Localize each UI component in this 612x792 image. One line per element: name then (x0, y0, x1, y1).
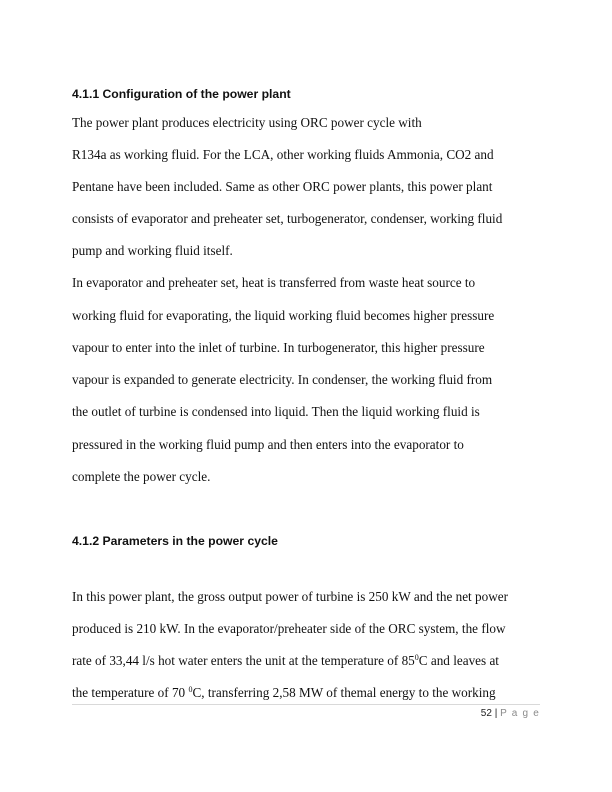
paragraph-line: consists of evaporator and preheater set, turbogenerator, condenser, working fluid (72, 211, 503, 226)
section-heading-parameters: 4.1.2 Parameters in the power cycle (72, 534, 278, 548)
paragraph-line: produced is 210 kW. In the evaporator/preheater side of the ORC system, the flow (72, 621, 506, 636)
paragraph-line: The power plant produces electricity using ORC power cycle with (72, 115, 422, 130)
paragraph-line: working fluid for evaporating, the liquid working fluid becomes higher pressure (72, 308, 495, 323)
paragraph-line: vapour is expanded to generate electricity. In condenser, the working fluid from (72, 372, 493, 387)
superscript-degree: 0 (414, 653, 419, 662)
footer-separator: | (494, 708, 498, 719)
paragraph-line (72, 685, 496, 701)
superscript-degree: 0 (188, 685, 193, 694)
paragraph-line: complete the power cycle. (72, 469, 211, 484)
text-run: C and leaves at (418, 653, 499, 668)
paragraph-line: Pentane have been included. Same as other ORC power plants, this power plant (72, 179, 493, 194)
page-number: 52 (480, 708, 492, 719)
section-heading-configuration: 4.1.1 Configuration of the power plant (72, 87, 291, 101)
page-label: P a g e (500, 708, 540, 719)
text-run: C, transferring 2,58 MW of themal energy to the working (192, 685, 496, 700)
paragraph-line (72, 653, 499, 669)
footer-divider (72, 704, 540, 705)
page-footer (481, 708, 540, 719)
paragraph-line: pump and working fluid itself. (72, 243, 233, 258)
paragraph-line: In evaporator and preheater set, heat is transferred from waste heat source to (72, 275, 476, 290)
text-run: the temperature of 70 (72, 685, 189, 700)
paragraph-line: vapour to enter into the inlet of turbine. In turbogenerator, this higher pressure (72, 340, 485, 355)
paragraph-line: the outlet of turbine is condensed into liquid. Then the liquid working fluid is (72, 404, 480, 419)
paragraph-line: pressured in the working fluid pump and then enters into the evaporator to (72, 437, 464, 452)
text-run: rate of 33,44 l/s hot water enters the unit at the temperature of 85 (72, 653, 415, 668)
paragraph-line: R134a as working fluid. For the LCA, other working fluids Ammonia, CO2 and (72, 147, 494, 162)
paragraph-line: In this power plant, the gross output power of turbine is 250 kW and the net power (72, 589, 508, 604)
